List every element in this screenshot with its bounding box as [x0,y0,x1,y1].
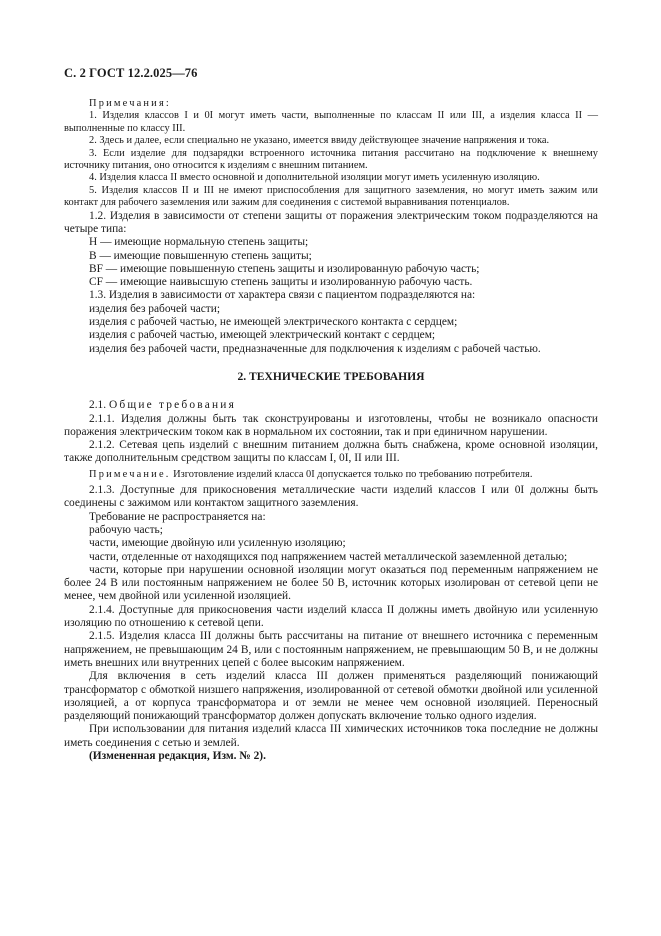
note-label: Примечание. [89,468,171,480]
type-item: ВF — имеющие повышенную степень защиты и изолированную рабочую часть; [89,262,480,275]
type-item: Н — имеющие нормальную степень защиты; [89,236,309,249]
clause-2-1-5: 2.1.5. Изделия класса III должны быть рассчитаны на питание от внешнего источника с переменным напряжением, не превышающим 24 В, или с постоянным напряжением, не превышающим 50 В, и не должны иметь внешних или внутренних цепей с более высоким напряжением. [64,630,598,669]
clause-2-1-4: 2.1.4. Доступные для прикосновения части изделий класса II должны иметь двойную или усиленную изоляцию по отношению к сетевой цепи. [64,603,598,630]
clause-1-2: 1.2. Изделия в зависимости от степени защиты от поражения электрическим током подразделяются на четыре типа: [64,209,598,235]
type-item: В — имеющие повышенную степень защиты; [89,249,312,262]
page-header: С. 2 ГОСТ 12.2.025—76 [64,66,198,80]
clause-2-1-1: 2.1.1. Изделия должны быть так сконструированы и изготовлены, чтобы не возникало опасности поражения электрическим током как в нормальном их состоянии, так и при единичном нарушении. [64,412,598,438]
type-item: CF — имеющие наивысшую степень защиты и изолированную рабочую часть. [89,276,473,289]
clause-2-1-3: 2.1.3. Доступные для прикосновения металлические части изделий классов I или 0I должны быть соединены с зажимом или контактом защитного заземления. [64,484,598,510]
chemical-source-paragraph: При использовании для питания изделий класса III химических источников тока последние не должны иметь соединения с сетью и землей. [64,723,598,749]
exception-item: рабочую часть; [89,524,163,536]
notes-heading: Примечания: [89,98,172,109]
transformer-paragraph: Для включения в сеть изделий класса III должен применяться разделяющий понижающий трансформатор с обмоткой низшего напряжения, изолированной от сетевой обмотки двойной или усиленной изоляцией, а от корпуса трансформатора и от земли не менее чем основной изоляцией. Переносный разделяющий понижающий трансформатор должен допускать включение только одного изделия. [64,670,598,723]
note [64,469,598,481]
clause-2-1 [64,399,598,412]
document-body [64,98,598,763]
note-item: 3. Если изделие для подзарядки встроенного источника питания рассчитано на подключение к внешнему источнику питания, оно относится к изделиям с внешним питанием. [64,147,598,172]
note-item: 5. Изделия классов II и III не имеют приспособления для защитного заземления, но могут иметь зажим или контакт для рабочего заземления или зажим для соединения с системой выравнивания потенциалов. [64,184,598,209]
exceptions-intro: Требование не распространяется на: [89,510,266,523]
relation-item: изделия без рабочей части, предназначенные для подключения к изделиям с рабочей частью. [89,342,541,355]
clause-label: Общие требования [108,399,237,412]
relation-item: изделия без рабочей части; [89,302,221,315]
note-item: 2. Здесь и далее, если специально не указано, имеется ввиду действующее значение напряжения и тока. [89,135,550,147]
exception-item: части, которые при нарушении основной изоляции могут оказаться под переменным напряжением не более 24 В или постоянным напряжением не более 50 В, источник которых изолирован от сетевой цепи не менее, чем двойной или усиленной изоляцией. [64,563,598,603]
relation-item: изделия с рабочей частью, не имеющей электрического контакта с сердцем; [89,316,458,329]
note-item: 1. Изделия классов I и 0I могут иметь части, выполненные по классам II или III, а изделия класса II — выполненные по классу III. [64,110,598,134]
exception-item: части, имеющие двойную или усиленную изоляцию; [89,537,346,550]
exception-item: части, отделенные от находящихся под напряжением частей металлической заземленной деталью; [89,550,568,563]
note-text: Изготовление изделий класса 0I допускается только по требованию потребителя. [173,468,533,480]
amendment-note: (Измененная редакция, Изм. № 2). [89,750,266,763]
section-title: 2. ТЕХНИЧЕСКИЕ ТРЕБОВАНИЯ [237,369,425,383]
clause-number: 2.1. [89,399,107,412]
relation-item: изделия с рабочей частью, имеющей электрический контакт с сердцем; [89,329,436,342]
clause-2-1-2: 2.1.2. Сетевая цепь изделий с внешним питанием должна быть снабжена, кроме основной изоляции, также дополнительным средством защиты по классам I, 0I, II или III. [64,439,598,465]
clause-1-3: 1.3. Изделия в зависимости от характера связи с пациентом подразделяются на: [89,289,476,302]
note-item: 4. Изделия класса II вместо основной и дополнительной изоляции могут иметь усиленную изоляцию. [89,172,540,184]
